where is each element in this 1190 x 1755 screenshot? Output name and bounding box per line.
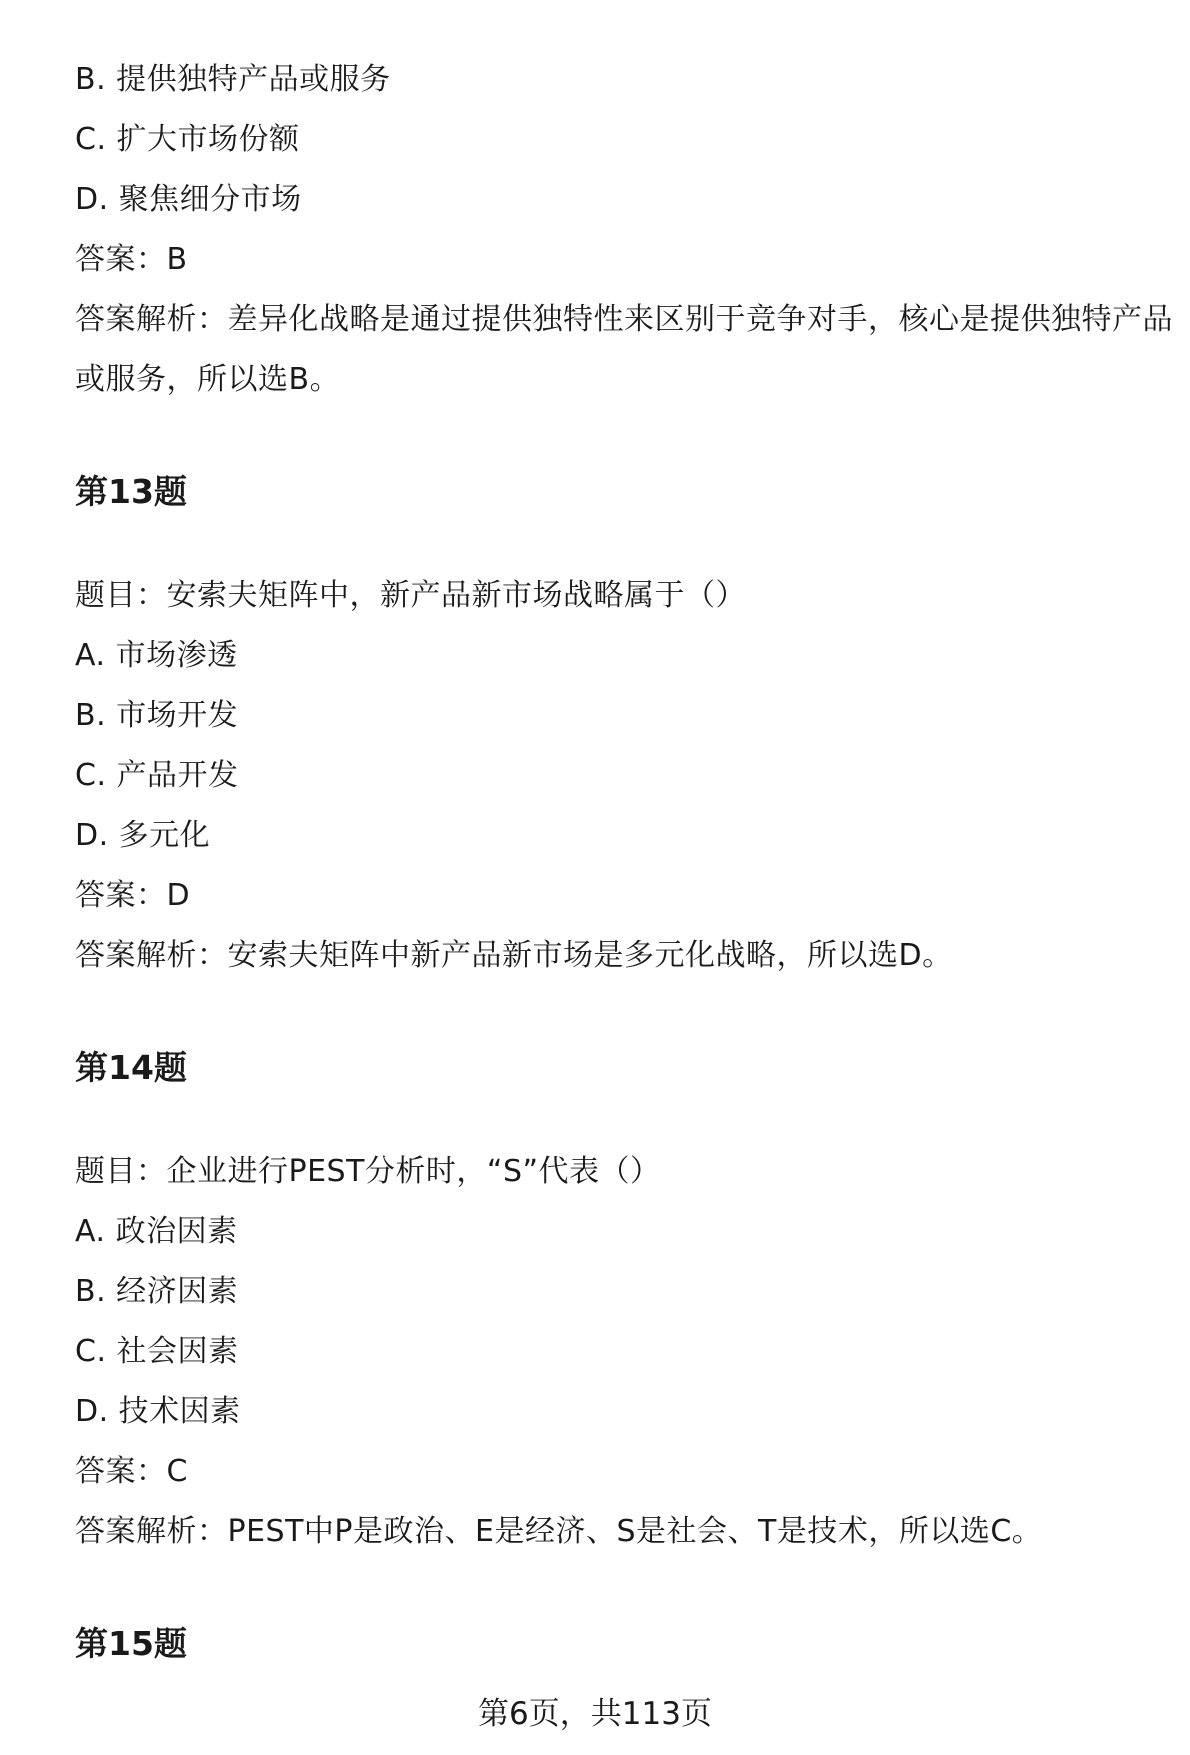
question-15: [75, 1614, 1165, 1674]
option-a: A. 政治因素: [75, 1214, 238, 1249]
question-heading: 第13题: [75, 472, 187, 511]
answer-analysis-line-1: 答案解析：差异化战略是通过提供独特性来区别于竞争对手，核心是提供独特产品: [75, 302, 1173, 337]
option-d: D. 聚焦细分市场: [75, 182, 302, 217]
question-heading: 第14题: [75, 1048, 187, 1087]
option-c: C. 产品开发: [75, 758, 239, 793]
answer: 答案：B: [75, 242, 188, 277]
question-13: [75, 462, 1165, 986]
document-page: [75, 0, 1173, 1674]
answer-analysis: 答案解析：PEST中P是政治、E是经济、S是社会、T是技术，所以选C。: [75, 1514, 1043, 1549]
question-text: 题目：企业进行PEST分析时，“S”代表（）: [75, 1154, 661, 1189]
option-d: D. 多元化: [75, 818, 211, 853]
question-12-continued: [75, 50, 1173, 410]
answer: 答案：D: [75, 878, 191, 913]
question-text: 题目：安索夫矩阵中，新产品新市场战略属于（）: [75, 578, 746, 613]
answer: 答案：C: [75, 1454, 188, 1489]
option-d: D. 技术因素: [75, 1394, 241, 1429]
page-indicator: 第6页，共113页: [478, 1696, 712, 1732]
question-heading: 第15题: [75, 1624, 187, 1663]
option-c: C. 扩大市场份额: [75, 122, 300, 157]
answer-analysis-line-2: 或服务，所以选B。: [75, 362, 341, 397]
answer-analysis: 答案解析：安索夫矩阵中新产品新市场是多元化战略，所以选D。: [75, 938, 953, 973]
option-b: B. 经济因素: [75, 1274, 239, 1309]
option-c: C. 社会因素: [75, 1334, 239, 1369]
option-b: B. 提供独特产品或服务: [75, 62, 391, 97]
question-14: [75, 1038, 1165, 1562]
option-b: B. 市场开发: [75, 698, 239, 733]
option-a: A. 市场渗透: [75, 638, 238, 673]
